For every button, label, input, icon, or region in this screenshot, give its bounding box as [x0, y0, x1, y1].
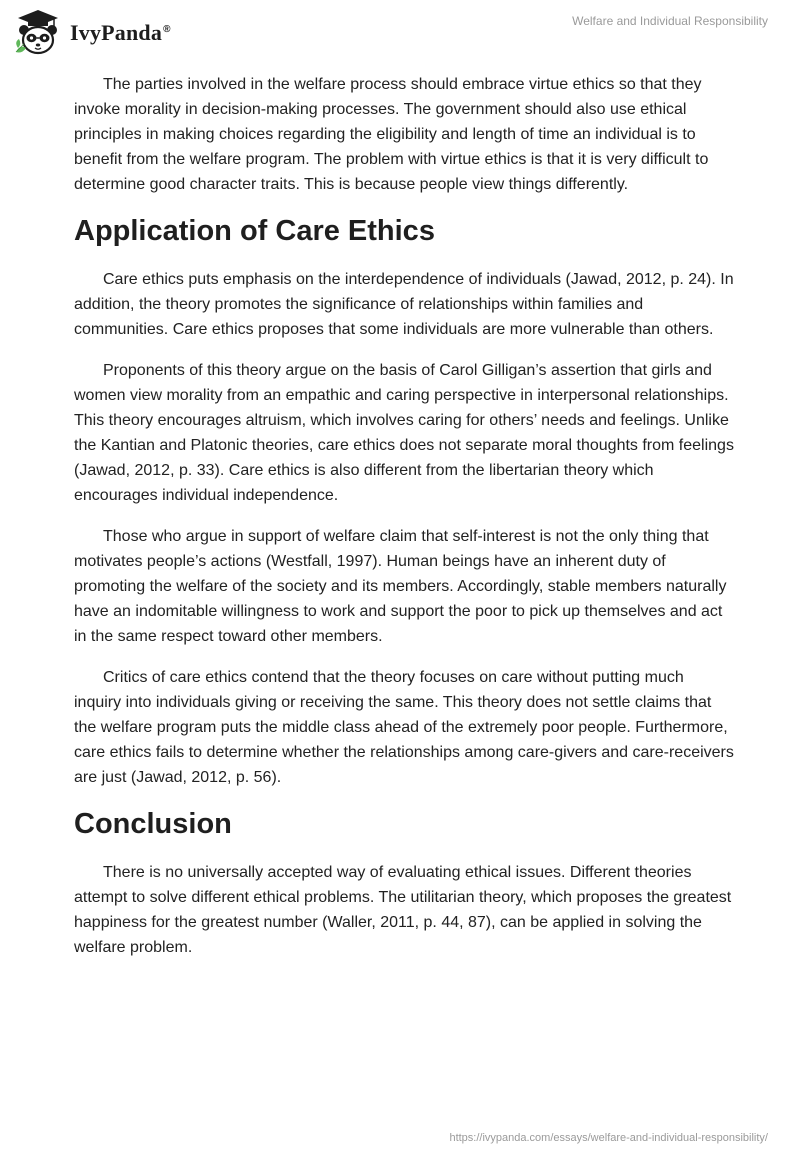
care-ethics-paragraph-1: Care ethics puts emphasis on the interdependence of individuals (Jawad, 2012, p. 24). In addition, the theory promotes the significance of relationships within families and communities. Care ethics proposes that some individuals are more vulnerable than others.	[74, 271, 734, 338]
care-ethics-paragraph-3: Those who argue in support of welfare claim that self-interest is not the only thing that motivates people’s actions (Westfall, 1997). Human beings have an inherent duty of promoting the welfare of the society and its members. Accordingly, stable members naturally have an indomitable willingness to work and support the poor to pick up themselves and act in the same respect toward other members.	[74, 528, 727, 645]
ivypanda-logo[interactable]	[12, 8, 171, 56]
document-title: Welfare and Individual Responsibility	[572, 14, 768, 28]
page-header	[0, 0, 800, 62]
essay-body	[74, 72, 734, 976]
care-ethics-paragraph-4: Critics of care ethics contend that the theory focuses on care without putting much inquiry into individuals giving or receiving the same. This theory does not settle claims that the welfare program puts the middle class ahead of the extremely poor people. Furthermore, care ethics fails to determine whether the relationships among care-givers and care-receivers are just (Jawad, 2012, p. 56).	[74, 669, 734, 786]
logo-wordmark: IvyPanda®	[70, 20, 171, 45]
intro-paragraph: The parties involved in the welfare process should embrace virtue ethics so that they invoke morality in decision-making processes. The government should also use ethical principles in making choices regarding the eligibility and length of time an individual is to benefit from the welfare program. The problem with virtue ethics is that it is very difficult to determine good character traits. This is because people view things differently.	[74, 76, 709, 193]
care-ethics-paragraph-2: Proponents of this theory argue on the basis of Carol Gilligan’s assertion that girls and women view morality from an empathic and caring perspective in interpersonal relationships. This theory encourages altruism, which involves caring for others’ needs and feelings. Unlike the Kantian and Platonic theories, care ethics does not separate moral thoughts from feelings (Jawad, 2012, p. 33). Care ethics is also different from the libertarian theory which encourages individual independence.	[74, 362, 734, 504]
conclusion-paragraph-1: There is no universally accepted way of evaluating ethical issues. Different theories attempt to solve different ethical problems. The utilitarian theory, which proposes the greatest happiness for the greatest number (Waller, 2011, p. 44, 87), can be applied in solving the welfare problem.	[74, 864, 732, 956]
section-heading-care-ethics: Application of Care Ethics	[74, 215, 435, 247]
source-url-link[interactable]: https://ivypanda.com/essays/welfare-and-individual-responsibility/	[449, 1132, 768, 1144]
section-heading-conclusion: Conclusion	[74, 808, 232, 840]
panda-graduate-icon	[12, 8, 64, 56]
